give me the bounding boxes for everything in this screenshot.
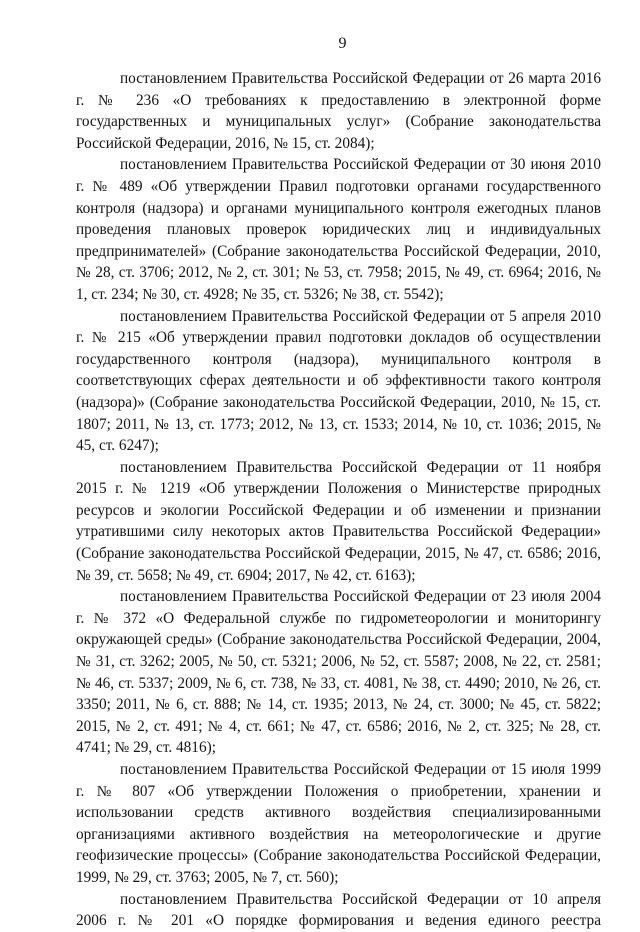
- paragraph-text: постановлением Правительства Российской Федерации от 11 ноября 2015 г. № 1219 «Об утверждении Положения о Министерстве природных ресурсов и экологии Российской Федерации и об изменении и признании утратившими силу некоторых актов Правительства Российской Федерации» (Собрание законодательства Российской Федерации, 2015, № 47, ст. 6586; 2016, № 39, ст. 5658; № 49, ст. 6904; 2017, № 42, ст. 6163);: [76, 458, 601, 584]
- paragraph-text: постановлением Правительства Российской Федерации от 30 июня 2010 г. № 489 «Об утверждении Правил подготовки органами государственного контроля (надзора) и органами муниципального контроля ежегодных планов проведения плановых проверок юридических лиц и индивидуальных предпринимателей» (Собрание законодательства Российской Федерации, 2010, № 28, ст. 3706; 2012, № 2, ст. 301; № 53, ст. 7958; 2015, № 49, ст. 6964; 2016, № 1, ст. 234; № 30, ст. 4928; № 35, ст. 5326; № 38, ст. 5542);: [76, 156, 601, 303]
- paragraph-decree-372: [76, 586, 601, 759]
- paragraph-decree-215: [76, 306, 601, 457]
- document-page: [76, 34, 601, 932]
- paragraph-text: постановлением Правительства Российской Федерации от 15 июля 1999 г. № 807 «Об утверждении Положения о приобретении, хранении и использовании средств активного воздействия специализированными организациями активного воздействия на метеорологические и другие геофизические процессы» (Собрание законодательства Российской Федерации, 1999, № 29, ст. 3763; 2005, № 7, ст. 560);: [76, 761, 601, 886]
- paragraph-text: постановлением Правительства Российской Федерации от 26 марта 2016 г. № 236 «О требованиях к предоставлению в электронной форме государственных и муниципальных услуг» (Собрание законодательства Российской Федерации, 2016, № 15, ст. 2084);: [76, 70, 601, 152]
- page-number: 9: [338, 35, 347, 52]
- paragraph-decree-807: [76, 759, 601, 889]
- paragraph-text: постановлением Правительства Российской Федерации от 10 апреля 2006 г. № 201 «О порядке формирования и ведения единого реестра: [76, 890, 601, 930]
- paragraph-decree-489: [76, 154, 601, 305]
- paragraph-text: постановлением Правительства Российской Федерации от 5 апреля 2010 г. № 215 «Об утверждении правил подготовки докладов об осуществлении государственного контроля (надзора), муниципального контроля в соответствующих сферах деятельности и об эффективности такого контроля (надзора)» (Собрание законодательства Российской Федерации, 2010, № 15, ст. 1807; 2011, № 13, ст. 1773; 2012, № 13, ст. 1533; 2014, № 10, ст. 1036; 2015, № 45, ст. 6247);: [76, 307, 601, 455]
- paragraph-decree-236: [76, 68, 601, 154]
- paragraph-decree-1219: [76, 457, 601, 587]
- paragraph-decree-201: [76, 889, 601, 932]
- paragraph-text: постановлением Правительства Российской Федерации от 23 июля 2004 г. № 372 «О Федеральной службе по гидрометеорологии и мониторингу окружающей среды» (Собрание законодательства Российской Федерации, 2004, № 31, ст. 3262; 2005, № 50, ст. 5321; 2006, № 52, ст. 5587; 2008, № 22, ст. 2581; № 46, ст. 5337; 2009, № 6, ст. 738, № 33, ст. 4081, № 38, ст. 4490; 2010, № 26, ст. 3350; 2011, № 6, ст. 888; № 14, ст. 1935; 2013, № 24, ст. 3000; № 45, ст. 5822; 2015, № 2, ст. 491; № 4, ст. 661; № 47, ст. 6586; 2016, № 2, ст. 325; № 28, ст. 4741; № 29, ст. 4816);: [76, 588, 601, 757]
